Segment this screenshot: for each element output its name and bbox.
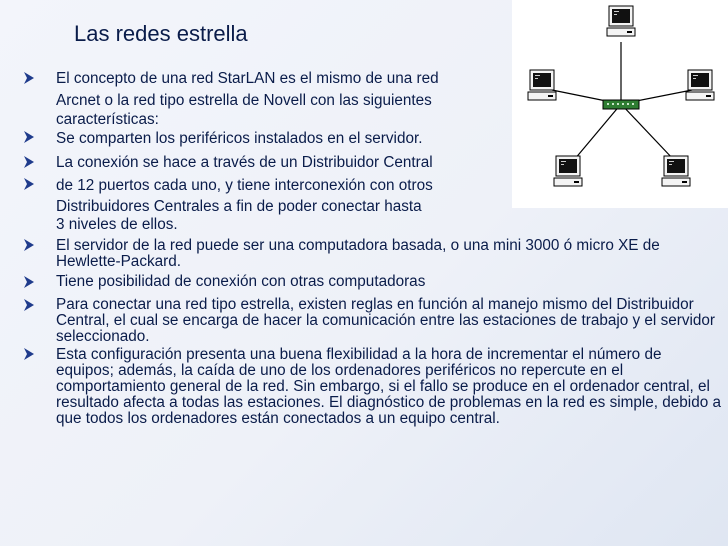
bullet-arrow-icon [22,70,36,86]
bullet-arrow-icon [22,129,36,145]
star-network-diagram [512,0,728,208]
bullet-arrow-icon [22,274,36,290]
bullet-text: Tiene posibilidad de conexión con otras computadoras [56,273,426,290]
computer-icon [528,70,556,100]
bullet-arrow-icon [22,237,36,253]
link-bottom-right [621,104,674,160]
bullet-text-line: 3 niveles de ellos. [56,216,178,233]
bullet-text-line: El concepto de una red StarLAN es el mismo de una red [56,70,439,87]
bullet-text-line: Se comparten los periféricos instalados en el servidor. [56,130,423,147]
hub-icon [603,100,639,109]
bullet-arrow-icon [22,154,36,170]
bullet-text-line: Distribuidores Centrales a fin de poder conectar hasta [56,198,422,215]
computer-icon [662,156,690,186]
link-bottom-left [574,104,621,160]
bullet-arrow-icon [22,346,36,362]
bullet-arrow-icon [22,176,36,192]
bullet-text: Para conectar una red tipo estrella, existen reglas en función al manejo mismo del Distribuidor Central, el cual se encarga de hacer la comunicación entre las estaciones de trabajo y el servidor seleccionado. [56,296,715,345]
bullet-text-line: características: [56,111,159,128]
bullet-text-line: de 12 puertos cada uno, y tiene interconexión con otros [56,177,433,194]
computer-icon [686,70,714,100]
bullet-arrow-icon [22,297,36,313]
slide-title: Las redes estrella [74,21,248,46]
bullet-text: El servidor de la red puede ser una computadora basada, o una mini 3000 ó micro XE de Hewlette-Packard. [56,237,660,270]
computer-icon [554,156,582,186]
bullet-text-line: La conexión se hace a través de un Distribuidor Central [56,154,433,171]
bullet-text-line: Arcnet o la red tipo estrella de Novell con las siguientes [56,92,432,109]
computer-icon [607,6,635,36]
bullet-text: Esta configuración presenta una buena flexibilidad a la hora de incrementar el número de equipos; además, la caída de uno de los ordenadores periféricos no repercute en el comportamiento general de la red. Sin embargo, si el fallo se produce en el ordenador central, el resultado afecta a todas las estaciones. El diagnóstico de problemas en la red es simple, debido a que todos los ordenadores están conectados a un equipo central. [56,346,721,427]
